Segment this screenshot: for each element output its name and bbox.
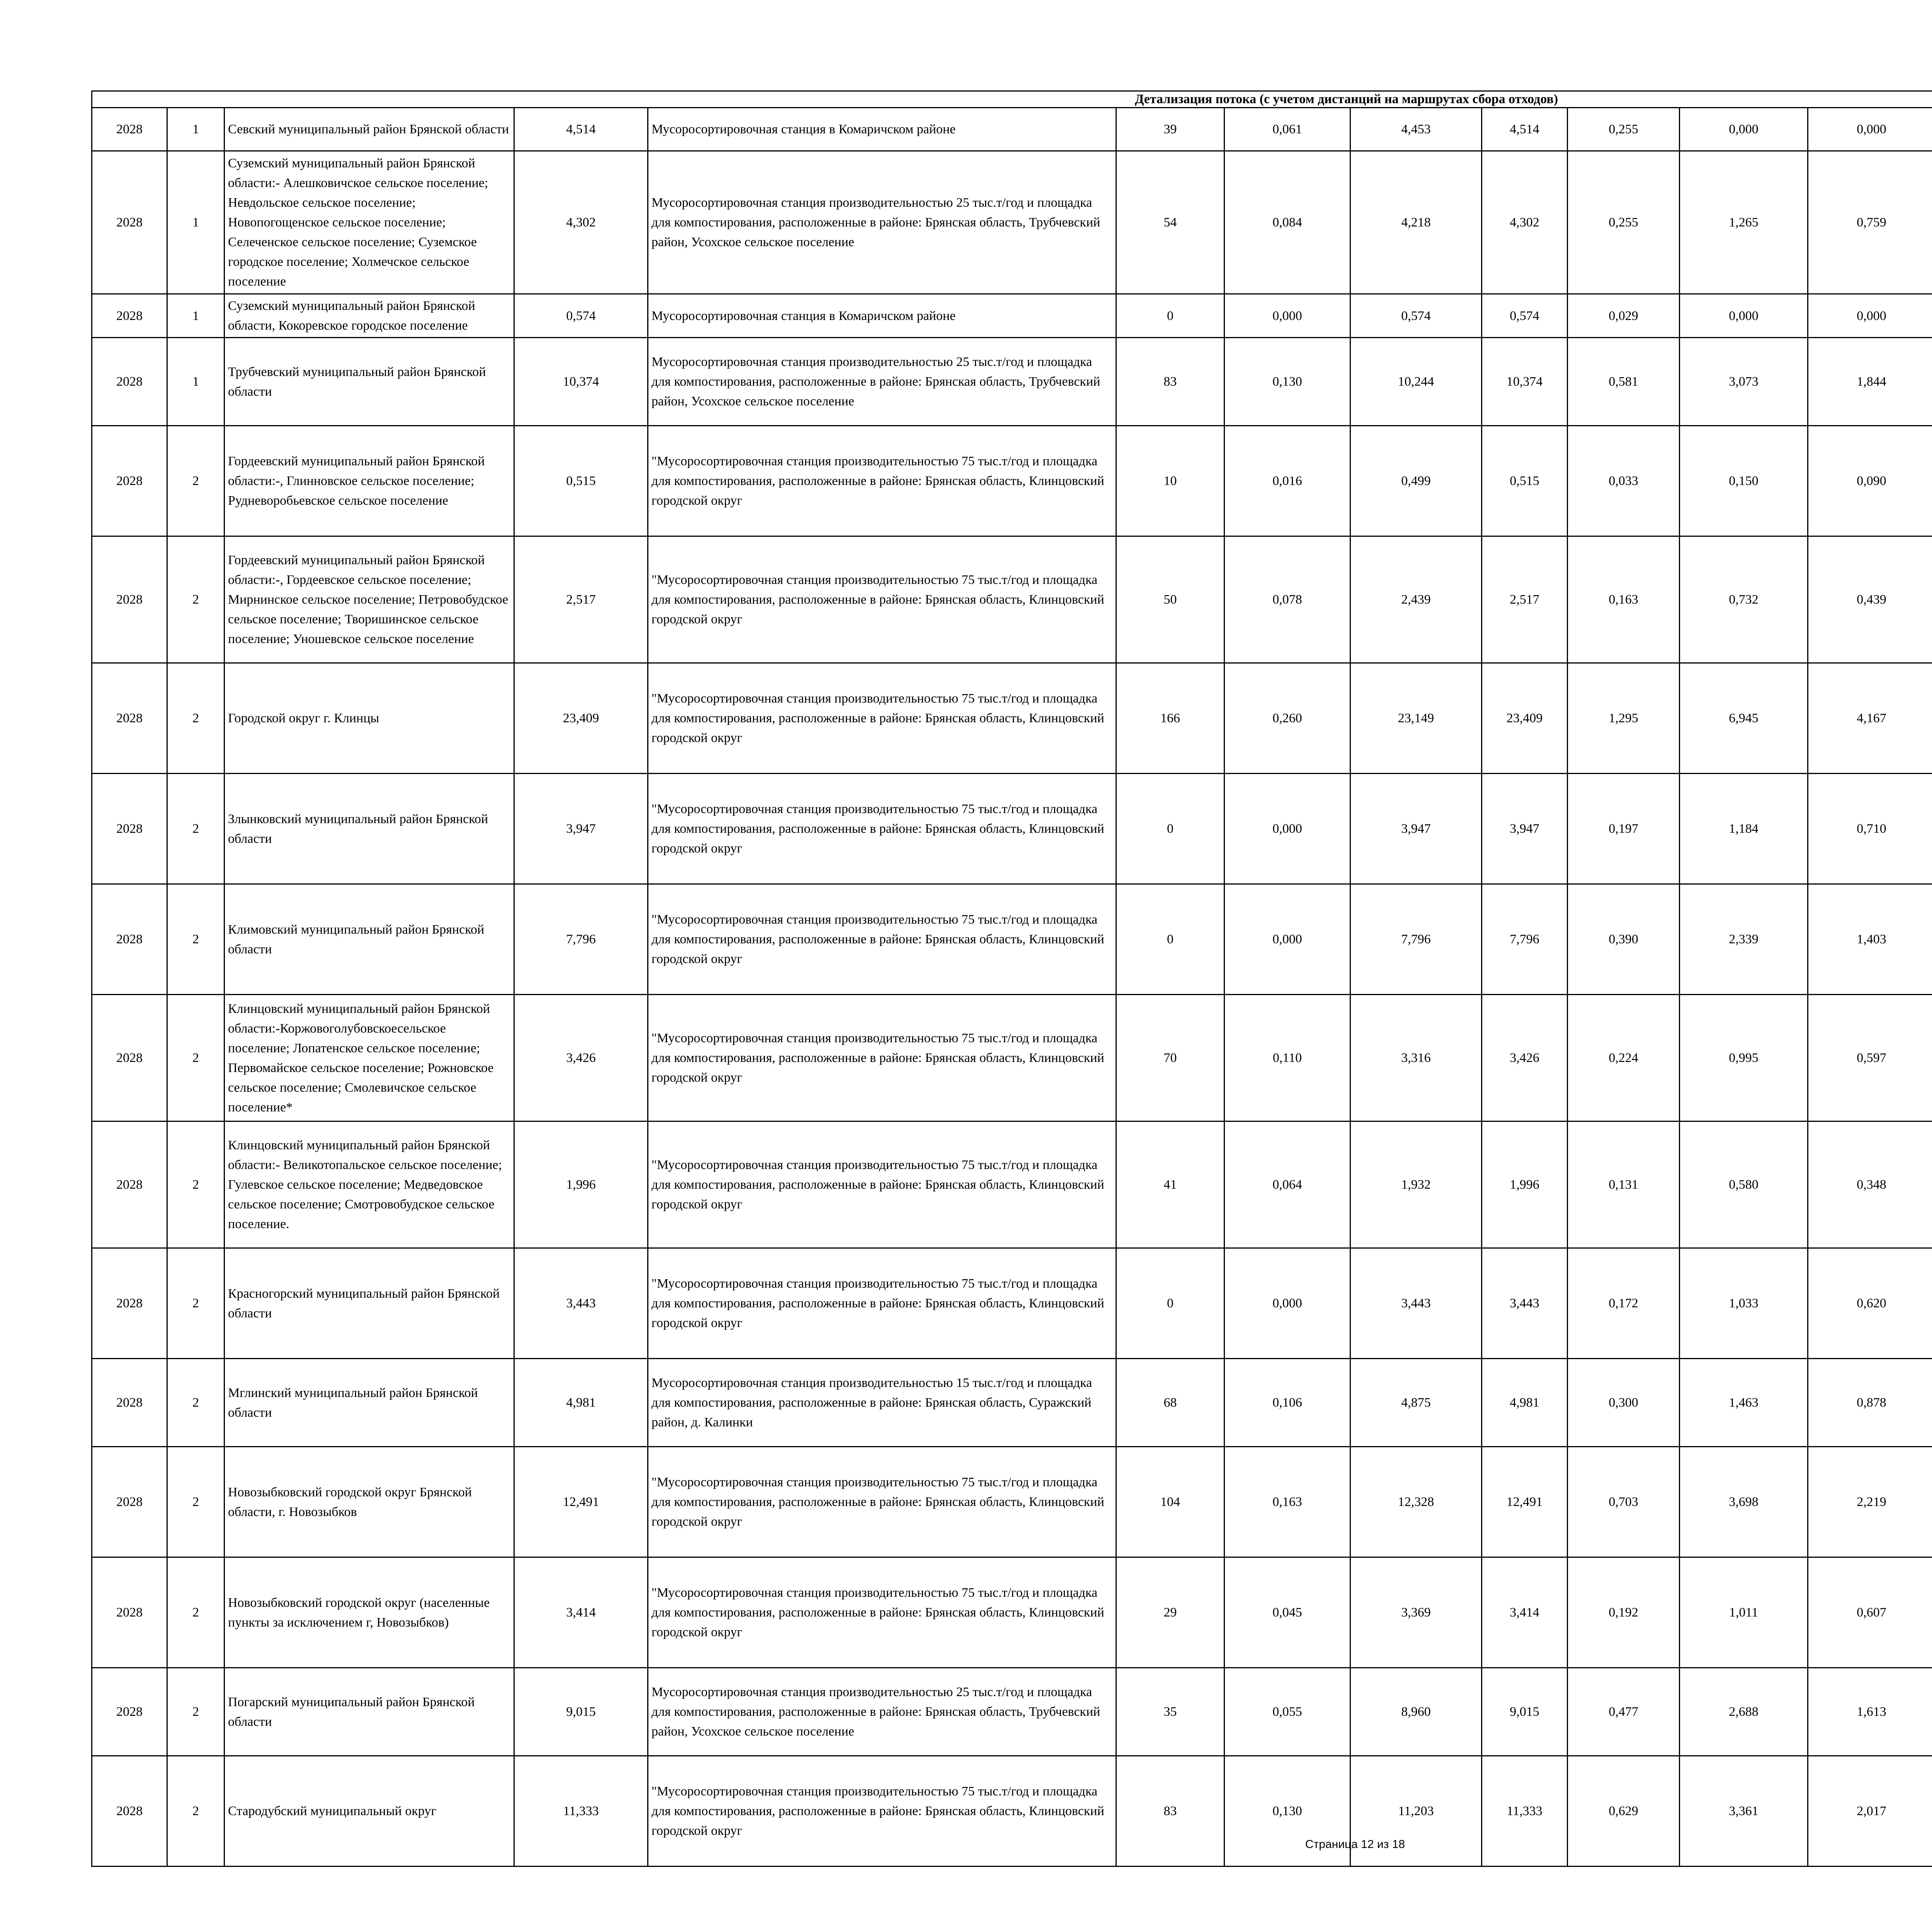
value-cell: 0,499 [1350,426,1482,536]
value-cell: 0,029 [1568,294,1680,338]
year-cell: 2028 [92,426,167,536]
value-cell: 23,409 [1482,663,1568,774]
source-cell: Клинцовский муниципальный район Брянской области:-Коржовоголубовскоесельское поселение; Лопатенское сельское поселение; Первомайское сельское поселение; Рожновское сельское поселение; Смолевичское сельское поселение* [224,995,514,1121]
value-cell: 2,439 [1350,536,1482,663]
value-cell: 1,996 [1482,1121,1568,1248]
value-cell: 3,947 [1482,774,1568,884]
value-cell: 0,597 [1808,995,1932,1121]
value-cell: 2,339 [1680,884,1808,995]
year-cell: 2028 [92,1557,167,1668]
mass-cell: 4,981 [514,1359,648,1447]
value-cell: 1,844 [1808,338,1932,426]
value-cell: 0,000 [1225,884,1350,995]
value-cell: 2,688 [1680,1668,1808,1756]
value-cell: 6,945 [1680,663,1808,774]
year-cell: 2028 [92,995,167,1121]
year-cell: 2028 [92,774,167,884]
value-cell: 0,260 [1225,663,1350,774]
station-cell: "Мусоросортировочная станция производительностью 75 тыс.т/год и площадка для компостирования, расположенные в районе: Брянская область, Клинцовский городской округ [648,1248,1116,1359]
table-title: Детализация потока (с учетом дистанций на маршрутах сбора отходов) [92,91,1932,108]
value-cell: 3,947 [1350,774,1482,884]
year-cell: 2028 [92,536,167,663]
value-cell: 10,244 [1350,338,1482,426]
source-cell: Климовский муниципальный район Брянской области [224,884,514,995]
value-cell: 4,218 [1350,151,1482,294]
mass-cell: 9,015 [514,1668,648,1756]
count-cell: 0 [1116,1248,1225,1359]
year-cell: 2028 [92,294,167,338]
table-row [92,294,1932,338]
value-cell: 0,000 [1225,294,1350,338]
count-cell: 104 [1116,1447,1225,1557]
source-cell: Суземский муниципальный район Брянской области:- Алешковичское сельское поселение; Невдольское сельское поселение; Новопогощенское сельское поселение; Селеченское сельское поселение; Суземское городское поселение; Холмечское сельское поселение [224,151,514,294]
value-cell: 7,796 [1350,884,1482,995]
year-cell: 2028 [92,884,167,995]
value-cell: 0,515 [1482,426,1568,536]
value-cell: 2,017 [1808,1756,1932,1867]
zone-cell: 1 [167,338,224,426]
value-cell: 12,328 [1350,1447,1482,1557]
zone-cell: 1 [167,294,224,338]
zone-cell: 2 [167,774,224,884]
value-cell: 0,581 [1568,338,1680,426]
mass-cell: 10,374 [514,338,648,426]
mass-cell: 11,333 [514,1756,648,1867]
value-cell: 3,316 [1350,995,1482,1121]
station-cell: "Мусоросортировочная станция производительностью 75 тыс.т/год и площадка для компостирования, расположенные в районе: Брянская область, Клинцовский городской округ [648,536,1116,663]
count-cell: 70 [1116,995,1225,1121]
source-cell: Севский муниципальный район Брянской области [224,108,514,151]
station-cell: "Мусоросортировочная станция производительностью 75 тыс.т/год и площадка для компостирования, расположенные в районе: Брянская область, Клинцовский городской округ [648,774,1116,884]
value-cell: 3,698 [1680,1447,1808,1557]
source-cell: Мглинский муниципальный район Брянской области [224,1359,514,1447]
station-cell: "Мусоросортировочная станция производительностью 75 тыс.т/год и площадка для компостирования, расположенные в районе: Брянская область, Клинцовский городской округ [648,1121,1116,1248]
value-cell: 4,453 [1350,108,1482,151]
value-cell: 0,000 [1808,108,1932,151]
value-cell: 0,255 [1568,151,1680,294]
value-cell: 0,000 [1225,1248,1350,1359]
value-cell: 10,374 [1482,338,1568,426]
table-row [92,151,1932,294]
table-row [92,1359,1932,1447]
value-cell: 0,300 [1568,1359,1680,1447]
table-row [92,884,1932,995]
value-cell: 1,295 [1568,663,1680,774]
zone-cell: 2 [167,884,224,995]
value-cell: 3,361 [1680,1756,1808,1867]
station-cell: "Мусоросортировочная станция производительностью 75 тыс.т/год и площадка для компостирования, расположенные в районе: Брянская область, Клинцовский городской округ [648,426,1116,536]
value-cell: 11,203 [1350,1756,1482,1867]
table-row [92,338,1932,426]
count-cell: 50 [1116,536,1225,663]
value-cell: 0,163 [1225,1447,1350,1557]
value-cell: 4,875 [1350,1359,1482,1447]
year-cell: 2028 [92,1756,167,1867]
value-cell: 0,130 [1225,1756,1350,1867]
value-cell: 0,759 [1808,151,1932,294]
value-cell: 0,192 [1568,1557,1680,1668]
source-cell: Гордеевский муниципальный район Брянской области:-, Гордеевское сельское поселение; Мирнинское сельское поселение; Петровобудское сельское поселение; Творишинское сельское поселение; Уношевское сельское поселение [224,536,514,663]
zone-cell: 2 [167,1447,224,1557]
mass-cell: 2,517 [514,536,648,663]
value-cell: 3,369 [1350,1557,1482,1668]
station-cell: Мусоросортировочная станция производительностью 25 тыс.т/год и площадка для компостирования, расположенные в районе: Брянская область, Трубчевский район, Усохское сельское поселение [648,1668,1116,1756]
mass-cell: 4,514 [514,108,648,151]
value-cell: 0,574 [1482,294,1568,338]
count-cell: 35 [1116,1668,1225,1756]
value-cell: 8,960 [1350,1668,1482,1756]
station-cell: Мусоросортировочная станция производительностью 25 тыс.т/год и площадка для компостирования, расположенные в районе: Брянская область, Трубчевский район, Усохское сельское поселение [648,151,1116,294]
zone-cell: 2 [167,1248,224,1359]
count-cell: 0 [1116,294,1225,338]
mass-cell: 7,796 [514,884,648,995]
value-cell: 0,084 [1225,151,1350,294]
station-cell: Мусоросортировочная станция производительностью 25 тыс.т/год и площадка для компостирования, расположенные в районе: Брянская область, Трубчевский район, Усохское сельское поселение [648,338,1116,426]
source-cell: Суземский муниципальный район Брянской области, Кокоревское городское поселение [224,294,514,338]
value-cell: 0,131 [1568,1121,1680,1248]
value-cell: 0,172 [1568,1248,1680,1359]
value-cell: 1,932 [1350,1121,1482,1248]
source-cell: Трубчевский муниципальный район Брянской области [224,338,514,426]
year-cell: 2028 [92,663,167,774]
mass-cell: 0,574 [514,294,648,338]
source-cell: Красногорский муниципальный район Брянской области [224,1248,514,1359]
table-header-row [92,91,1932,108]
station-cell: "Мусоросортировочная станция производительностью 75 тыс.т/год и площадка для компостирования, расположенные в районе: Брянская область, Клинцовский городской округ [648,884,1116,995]
station-cell: "Мусоросортировочная станция производительностью 75 тыс.т/год и площадка для компостирования, расположенные в районе: Брянская область, Клинцовский городской округ [648,1447,1116,1557]
value-cell: 0,000 [1808,294,1932,338]
count-cell: 54 [1116,151,1225,294]
zone-cell: 2 [167,1756,224,1867]
table-row [92,536,1932,663]
zone-cell: 2 [167,995,224,1121]
value-cell: 0,703 [1568,1447,1680,1557]
value-cell: 0,061 [1225,108,1350,151]
value-cell: 0,255 [1568,108,1680,151]
year-cell: 2028 [92,1668,167,1756]
value-cell: 0,607 [1808,1557,1932,1668]
year-cell: 2028 [92,1447,167,1557]
mass-cell: 23,409 [514,663,648,774]
year-cell: 2028 [92,1121,167,1248]
station-cell: Мусоросортировочная станция в Комаричском районе [648,108,1116,151]
mass-cell: 3,443 [514,1248,648,1359]
table-row [92,1121,1932,1248]
value-cell: 1,265 [1680,151,1808,294]
count-cell: 10 [1116,426,1225,536]
station-cell: "Мусоросортировочная станция производительностью 75 тыс.т/год и площадка для компостирования, расположенные в районе: Брянская область, Клинцовский городской округ [648,1756,1116,1867]
value-cell: 1,613 [1808,1668,1932,1756]
value-cell: 1,403 [1808,884,1932,995]
station-cell: "Мусоросортировочная станция производительностью 75 тыс.т/год и площадка для компостирования, расположенные в районе: Брянская область, Клинцовский городской округ [648,995,1116,1121]
zone-cell: 2 [167,1557,224,1668]
value-cell: 0,995 [1680,995,1808,1121]
value-cell: 4,514 [1482,108,1568,151]
value-cell: 0,348 [1808,1121,1932,1248]
value-cell: 0,106 [1225,1359,1350,1447]
value-cell: 0,224 [1568,995,1680,1121]
zone-cell: 2 [167,663,224,774]
value-cell: 1,033 [1680,1248,1808,1359]
value-cell: 0,477 [1568,1668,1680,1756]
value-cell: 3,426 [1482,995,1568,1121]
value-cell: 0,439 [1808,536,1932,663]
value-cell: 1,463 [1680,1359,1808,1447]
count-cell: 0 [1116,774,1225,884]
value-cell: 1,011 [1680,1557,1808,1668]
mass-cell: 4,302 [514,151,648,294]
zone-cell: 2 [167,426,224,536]
mass-cell: 3,414 [514,1557,648,1668]
mass-cell: 3,947 [514,774,648,884]
value-cell: 0,580 [1680,1121,1808,1248]
table-row [92,1668,1932,1756]
source-cell: Новозыбковский городской округ Брянской области, г. Новозыбков [224,1447,514,1557]
table-row [92,1248,1932,1359]
mass-cell: 1,996 [514,1121,648,1248]
value-cell: 0,197 [1568,774,1680,884]
value-cell: 4,167 [1808,663,1932,774]
value-cell: 0,000 [1680,108,1808,151]
table-row [92,774,1932,884]
value-cell: 0,629 [1568,1756,1680,1867]
count-cell: 166 [1116,663,1225,774]
value-cell: 3,443 [1350,1248,1482,1359]
station-cell: Мусоросортировочная станция в Комаричском районе [648,294,1116,338]
value-cell: 2,219 [1808,1447,1932,1557]
zone-cell: 1 [167,108,224,151]
value-cell: 0,090 [1808,426,1932,536]
year-cell: 2028 [92,108,167,151]
count-cell: 39 [1116,108,1225,151]
year-cell: 2028 [92,1359,167,1447]
count-cell: 41 [1116,1121,1225,1248]
value-cell: 0,732 [1680,536,1808,663]
value-cell: 9,015 [1482,1668,1568,1756]
source-cell: Стародубский муниципальный округ [224,1756,514,1867]
value-cell: 4,302 [1482,151,1568,294]
count-cell: 83 [1116,338,1225,426]
value-cell: 0,878 [1808,1359,1932,1447]
table-row [92,995,1932,1121]
year-cell: 2028 [92,1248,167,1359]
value-cell: 3,414 [1482,1557,1568,1668]
count-cell: 68 [1116,1359,1225,1447]
value-cell: 2,517 [1482,536,1568,663]
station-cell: "Мусоросортировочная станция производительностью 75 тыс.т/год и площадка для компостирования, расположенные в районе: Брянская область, Клинцовский городской округ [648,1557,1116,1668]
value-cell: 7,796 [1482,884,1568,995]
zone-cell: 2 [167,536,224,663]
value-cell: 0,574 [1350,294,1482,338]
source-cell: Клинцовский муниципальный район Брянской области:- Великотопальское сельское поселение; Гулевское сельское поселение; Медведовское сельское поселение; Смотровобудское сельское поселение. [224,1121,514,1248]
value-cell: 4,981 [1482,1359,1568,1447]
value-cell: 0,710 [1808,774,1932,884]
table-row [92,663,1932,774]
value-cell: 0,033 [1568,426,1680,536]
count-cell: 29 [1116,1557,1225,1668]
table-row [92,1557,1932,1668]
mass-cell: 3,426 [514,995,648,1121]
value-cell: 0,150 [1680,426,1808,536]
zone-cell: 1 [167,151,224,294]
value-cell: 0,016 [1225,426,1350,536]
mass-cell: 0,515 [514,426,648,536]
value-cell: 0,000 [1225,774,1350,884]
count-cell: 0 [1116,884,1225,995]
source-cell: Погарский муниципальный район Брянской области [224,1668,514,1756]
value-cell: 0,000 [1680,294,1808,338]
table-row [92,108,1932,151]
value-cell: 12,491 [1482,1447,1568,1557]
zone-cell: 2 [167,1668,224,1756]
station-cell: Мусоросортировочная станция производительностью 15 тыс.т/год и площадка для компостирования, расположенные в районе: Брянская область, Суражский район, д. Калинки [648,1359,1116,1447]
source-cell: Городской округ г. Клинцы [224,663,514,774]
value-cell: 3,073 [1680,338,1808,426]
year-cell: 2028 [92,338,167,426]
count-cell: 83 [1116,1756,1225,1867]
zone-cell: 2 [167,1121,224,1248]
value-cell: 23,149 [1350,663,1482,774]
value-cell: 0,078 [1225,536,1350,663]
page-number: Страница 12 из 18 [1305,1838,1405,1851]
value-cell: 0,045 [1225,1557,1350,1668]
value-cell: 0,130 [1225,338,1350,426]
value-cell: 0,620 [1808,1248,1932,1359]
value-cell: 0,390 [1568,884,1680,995]
source-cell: Новозыбковский городской округ (населенные пункты за исключением г, Новозыбков) [224,1557,514,1668]
value-cell: 1,184 [1680,774,1808,884]
mass-cell: 12,491 [514,1447,648,1557]
table-row [92,1447,1932,1557]
table-row [92,426,1932,536]
station-cell: "Мусоросортировочная станция производительностью 75 тыс.т/год и площадка для компостирования, расположенные в районе: Брянская область, Клинцовский городской округ [648,663,1116,774]
zone-cell: 2 [167,1359,224,1447]
source-cell: Гордеевский муниципальный район Брянской области:-, Глинновское сельское поселение; Рудневоробьевское сельское поселение [224,426,514,536]
value-cell: 0,064 [1225,1121,1350,1248]
source-cell: Злынковский муниципальный район Брянской области [224,774,514,884]
data-table [91,90,1932,1867]
value-cell: 0,055 [1225,1668,1350,1756]
year-cell: 2028 [92,151,167,294]
value-cell: 11,333 [1482,1756,1568,1867]
value-cell: 0,163 [1568,536,1680,663]
value-cell: 0,110 [1225,995,1350,1121]
value-cell: 3,443 [1482,1248,1568,1359]
